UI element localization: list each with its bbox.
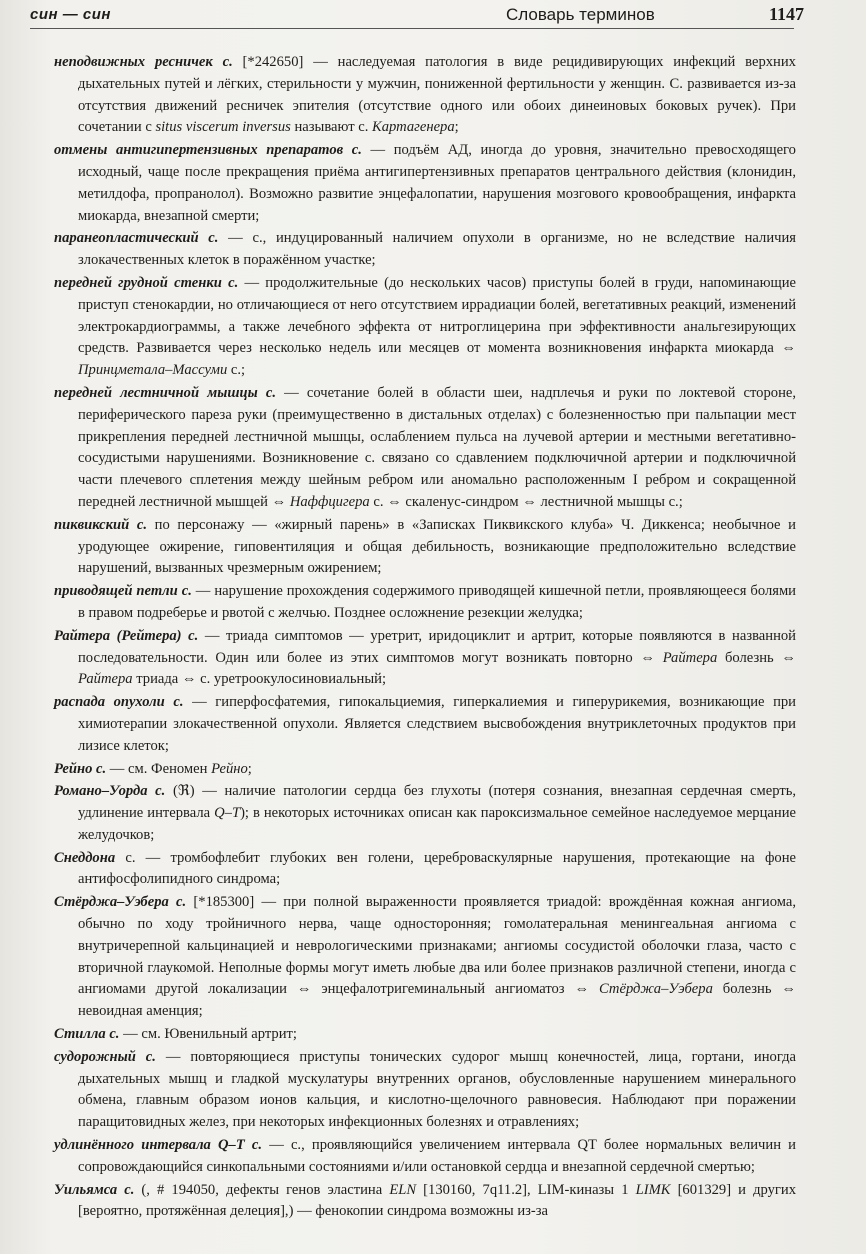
entry-text: [601329] и других [вероятно, протяжённая делеция],) — фенокопии синдрома возможны из-за [78,1181,796,1220]
entry-text: с. — тромбофлебит глубоких вен голени, цереброваскулярные нарушения, протекающие на фоне антифосфолипидного синдрома; [78,849,796,888]
entry-italic: Стёрджа–Уэбера [598,981,713,998]
entry-text: с.; [227,362,246,379]
entry-term: передней лестничной мышцы с. [54,384,276,401]
section-title: Словарь терминов [506,5,655,24]
entry-term: распада опухоли с. [54,694,184,711]
entry-romano-ward [54,781,796,846]
entry-text: ; [247,760,252,777]
page-number: 1147 [768,4,804,24]
entry-antihypertensive-withdrawal [54,140,796,227]
entry-text: ; [454,119,459,136]
entry-anterior-chest-wall [54,273,796,382]
entry-text: (ℜ) — наличие патологии сердца без глухоты (потеря сознания, внезапная сердечная смерть, удлинение интервала [78,783,796,822]
entry-italic: ELN [389,1181,417,1198]
entry-term: Рейно с. [54,760,107,777]
entry-term: отмены антигипертензивных препаратов с. [54,142,362,159]
entry-long-qt [54,1135,796,1179]
glossary-entries [54,52,796,1224]
entry-italic: Q–T [214,805,241,822]
entry-afferent-loop [54,581,796,625]
entry-text: [*242650] — наследуемая патология в виде рецидивирующих инфекций верхних дыхательных путей и лёгких, стерильности у мужчин, пониженной фертильности у женщин. С. развивается из-за отсутствия движений ресничек эпителия (отсутствие одного или обоих динеиновых боковых ручек). При сочетании с [78,54,796,136]
entry-pickwickian [54,515,796,580]
entry-text: — триада симптомов — уретрит, иридоциклит и артрит, которые появляются в названной последовательности. Один или более из этих симптомов могут возникать повторно ⇔ [78,627,796,666]
entry-term: передней грудной стенки с. [54,274,239,291]
entry-text: — см. Феномен [106,760,212,777]
entry-text: ); в некоторых источниках описан как пароксизмальное семейное наследуемое мерцание желудочков; [78,805,796,843]
entry-text: — сочетание болей в области шеи, надплечья и руки по локтевой стороне, периферического пареза руки (преимущественно в дистальных отделах) с болезненностью при пальпации мест прикрепления передней лестничной мышцы, ослаблением пульса на лучевой артерии и местными вегетативно-сосудистыми нарушениями. Возникновение с. связано со сдавлением подключичной артерии и подключичной части плечевого сплетения между шейным ребром или аномально расположенным I ребром и сокращенной передней лестничной мышцей ⇔ [78,384,797,510]
entry-text: — подъём АД, иногда до уровня, значительно превосходящего исходный, чаще после прекращения приёма антигипертензивных препаратов центрального действия (клонидин, метилдофа, пропранолол). Возможно развитие энцефалопатии, нарушения мозгового кровообращения, инфаркта миокарда, внезапной смерти; [78,142,796,224]
entry-text: — с., проявляющийся увеличением интервала QT более нормальных величин и сопровождающийся синкопальными состояниями и/или остановкой сердца и внезапной сердечной смертью; [78,1137,796,1175]
entry-term: Уильямса с. [54,1181,135,1198]
entry-text: [*185300] — при полной выраженности проявляется триадой: врождённая кожная ангиома, обычно по ходу тройничного нерва, чаще односторонняя; гомолатеральная менингеальная ангиома с внутричерепной кальцинацией и неврологическими признаками; ангиомы сосудистой оболочки глаза, часто с вторичной глаукомой. Неполные формы могут иметь любые два или более признаков различной степени, иногда с ангиомами другой локализации ⇔ энцефалотригеминальный ангиоматоз ⇔ [78,894,796,998]
entry-term: паранеопластический с. [54,230,219,247]
entry-italic: Картагенера [372,119,455,136]
entry-italic: LIMK [635,1181,671,1198]
entry-text: — продолжительные (до нескольких часов) приступы болей в груди, напоминающие приступ стенокардии, но отличающиеся от него отсутствием иррадиации болей, вегетативных реакций, изменений электрокардиограммы, а также лечебного эффекта от нитроглицерина при эффективности анальгезирующих средств. Развивается через несколько недель или месяцев от момента возникновения инфаркта миокарда ⇔ [78,274,797,357]
entry-text: болезнь ⇔ [717,649,797,666]
entry-tumor-lysis [54,692,796,757]
running-head: син — син [30,6,111,23]
entry-term: Снеддона [54,849,116,866]
entry-italic: situs viscerum inversus [155,119,291,136]
entry-text: по персонажу — «жирный парень» в «Записках Пиквикского клуба» Ч. Диккенса; необычное и уродующее ожирение, гиповентиляция и общая дебильность, возникающие предположительно вследствие нарушений, вызванных чрезмерным ожирением; [78,516,796,577]
entry-term: Романо–Уорда с. [54,783,166,800]
entry-text: (, # 194050, дефекты генов эластина [134,1181,390,1198]
entry-raynaud [54,759,796,781]
entry-text: триада ⇔ с. уретроокулосиновиальный; [132,671,387,688]
entry-scalenus-anterior [54,383,796,514]
entry-text: — повторяющиеся приступы тонических судорог мышц конечностей, лица, гортани, иногда дыхательных мышц и гладкой мускулатуры внутренних органов, обусловленные нарушением минерального обмена, главным образом ионов кальция, и кислотно-щелочного равновесия. Наблюдают при поражении паращитовидных желез, при некоторых инфекционных болезнях и отравлениях; [78,1048,797,1131]
entry-term: неподвижных ресничек с. [54,54,233,70]
entry-sturge-weber [54,892,796,1023]
entry-term: приводящей петли с. [54,583,192,600]
entry-term: Райтера (Рейтера) с. [54,627,199,644]
entry-still [54,1024,796,1046]
entry-sneddon [54,848,796,892]
entry-term: пиквикский с. [54,516,147,533]
entry-convulsive [54,1047,796,1134]
entry-term: судорожный с. [54,1048,156,1065]
entry-italic: Рейно [211,760,248,777]
entry-italic: Райтера [662,649,718,666]
entry-text: называют с. [290,119,373,136]
entry-paraneoplastic [54,228,796,272]
entry-text: — см. Ювенильный артрит; [119,1026,297,1043]
entry-text: — нарушение прохождения содержимого приводящей кишечной петли, проявляющееся болями в правом подреберье и рвотой с желчью. Позднее осложнение резекции желудка; [78,583,796,621]
entry-italic: Принцметала–Массуми [78,362,228,379]
entry-text: — с., индуцированный наличием опухоли в организме, но не вследствие наличия злокачественных клеток в поражённом участке; [78,230,796,269]
entry-text: болезнь ⇔ невоидная аменция; [78,981,796,1020]
entry-reiter [54,626,796,691]
entry-italic: Райтера [78,671,133,688]
entry-text: — гиперфосфатемия, гипокальциемия, гиперкалиемия и гиперурикемия, возникающие при химиотерапии злокачественной опухоли. Является следствием высвобождения внутриклеточных продуктов при лизисе клеток; [78,694,796,754]
entry-term: Стёрджа–Уэбера с. [54,894,187,911]
entry-williams [54,1180,796,1224]
entry-term: Стилла с. [54,1026,120,1043]
entry-text: [130160, 7q11.2], LIM-киназы 1 [416,1181,636,1198]
entry-immotile-cilia [54,52,796,139]
entry-term: удлинённого интервала Q–T с. [54,1137,263,1154]
entry-italic: Наффцигера [289,493,370,510]
entry-text: с. ⇔ скаленус-синдром ⇔ лестничной мышцы с.; [369,493,683,510]
page-header [30,4,804,29]
